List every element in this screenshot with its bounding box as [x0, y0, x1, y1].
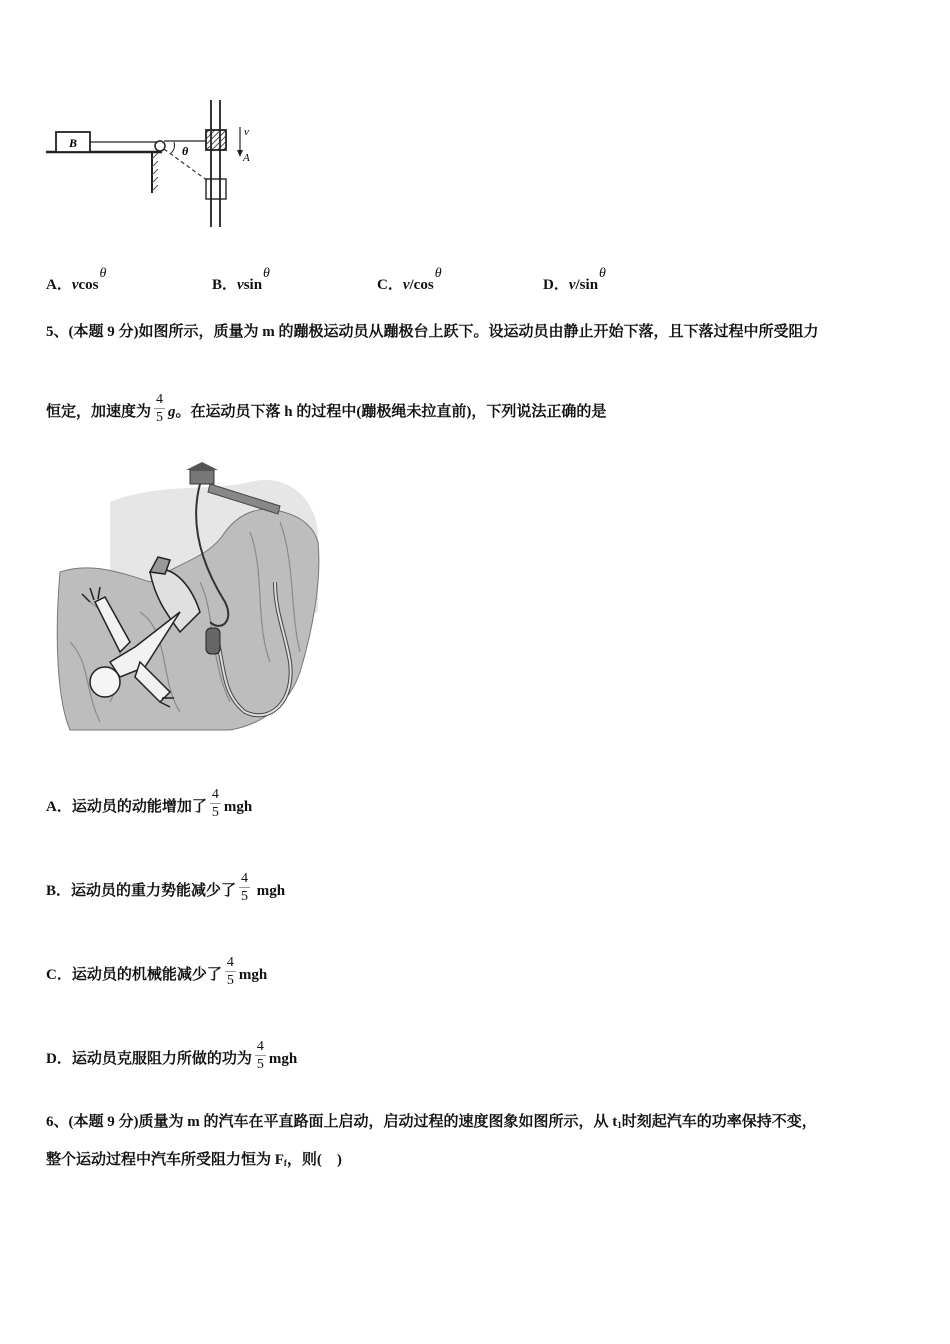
- option-b[interactable]: B．vsinθ: [212, 266, 270, 293]
- block-a-later: [206, 179, 226, 199]
- q5-option-c[interactable]: C．运动员的机械能减少了 $\frac{4}{5}$ mgh: [46, 955, 268, 988]
- block-a: [206, 130, 226, 150]
- pulley-block-diagram: [40, 95, 270, 235]
- label-b: B: [69, 136, 78, 150]
- label-theta: θ: [182, 144, 189, 158]
- q6-stem-line1: 6、(本题 9 分)质量为 m 的汽车在平直路面上启动，启动过程的速度图象如图所示，从 $t_1$时刻起汽车的功率保持不变，: [46, 1114, 817, 1130]
- label-a: A: [243, 152, 250, 164]
- fraction-4-5: $\frac{4}{5}$: [241, 871, 249, 904]
- q5-option-b[interactable]: B．运动员的重力势能减少了 $\frac{4}{5}$ mgh: [46, 871, 286, 904]
- bungee-jumper-illustration: [50, 462, 325, 734]
- option-c[interactable]: C．v/cosθ: [377, 266, 442, 293]
- q5-stem-line2: 恒定，加速度为 $\frac{4}{5}$ g。在运动员下落 h 的过程中(蹦极绳未拉直前)，下列说法正确的是: [46, 392, 607, 425]
- fraction-4-5: $\frac{4}{5}$: [211, 787, 219, 820]
- q6-stem-line2: 整个运动过程中汽车所受阻力恒为 $F_f$，则( ): [46, 1152, 342, 1168]
- option-a[interactable]: A．vcosθ: [46, 266, 107, 293]
- fraction-4-5: $\frac{4}{5}$: [226, 955, 234, 988]
- fraction-4-5: $\frac{4}{5}$: [156, 392, 164, 425]
- option-d[interactable]: D．v/sinθ: [543, 266, 606, 293]
- q5-option-d[interactable]: D．运动员克服阻力所做的功为 $\frac{4}{5}$ mgh: [46, 1039, 298, 1072]
- q5-stem-line1: 5、(本题 9 分)如图所示，质量为 m 的蹦极运动员从蹦极台上跃下。设运动员由静止开始下落，且下落过程中所受阻力: [46, 324, 819, 340]
- pulley: [155, 141, 165, 151]
- q5-option-a[interactable]: A．运动员的动能增加了 $\frac{4}{5}$ mgh: [46, 787, 253, 820]
- fraction-4-5: $\frac{4}{5}$: [256, 1039, 264, 1072]
- label-v: v: [244, 126, 249, 138]
